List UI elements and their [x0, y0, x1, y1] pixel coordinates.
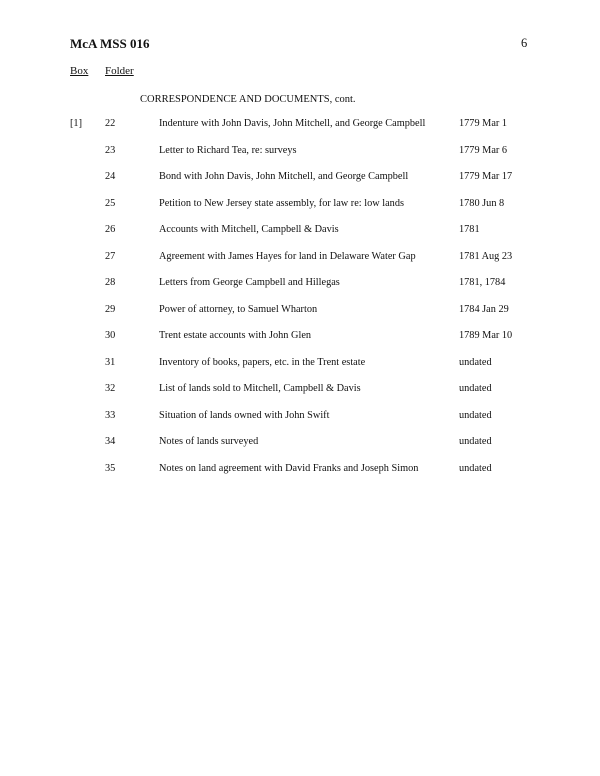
folder-number: 27 — [105, 250, 116, 262]
folder-description: Notes of lands surveyed — [159, 436, 259, 447]
section-title: CORRESPONDENCE AND DOCUMENTS, cont. — [140, 94, 356, 105]
list-item — [0, 118, 600, 145]
folder-number: 33 — [105, 409, 116, 421]
folder-date: 1779 Mar 17 — [459, 171, 513, 182]
list-item — [0, 277, 600, 304]
folder-date: 1784 Jan 29 — [459, 303, 509, 315]
folder-date: undated — [459, 356, 492, 368]
folder-description: Bond with John Davis, John Mitchell, and George Campbell — [159, 171, 409, 182]
folder-number: 24 — [105, 171, 116, 182]
list-item — [0, 410, 600, 437]
list-item — [0, 436, 600, 463]
collection-id: McA MSS 016 — [70, 36, 150, 51]
folder-description: Situation of lands owned with John Swift — [159, 409, 330, 421]
folder-description: Indenture with John Davis, John Mitchell, and George Campbell — [159, 118, 426, 129]
folder-description: Notes on land agreement with David Franks and Joseph Simon — [159, 462, 419, 474]
list-item — [0, 145, 600, 172]
folder-number: 28 — [105, 277, 116, 288]
folder-description: List of lands sold to Mitchell, Campbell & Davis — [159, 383, 361, 394]
folder-date: 1779 Mar 6 — [459, 144, 508, 156]
folder-date: 1781, 1784 — [459, 277, 506, 288]
folder-number: 35 — [105, 462, 116, 474]
folder-number: 25 — [105, 197, 116, 209]
folder-number: 26 — [105, 224, 116, 235]
folder-list — [0, 118, 600, 489]
column-header-folder: Folder — [105, 65, 134, 77]
page-number: 6 — [521, 36, 528, 50]
list-item — [0, 251, 600, 278]
folder-date: undated — [459, 436, 492, 447]
folder-number: 22 — [105, 118, 116, 129]
folder-description: Petition to New Jersey state assembly, for law re: low lands — [159, 197, 404, 209]
folder-number: 32 — [105, 383, 116, 394]
folder-date: 1781 — [459, 224, 480, 235]
folder-date: undated — [459, 409, 492, 421]
list-item — [0, 463, 600, 490]
box-number: [1] — [70, 118, 83, 129]
folder-description: Letter to Richard Tea, re: surveys — [159, 144, 297, 156]
folder-number: 34 — [105, 436, 116, 447]
folder-description: Letters from George Campbell and Hillegas — [159, 277, 340, 288]
folder-date: undated — [459, 462, 492, 474]
list-item — [0, 224, 600, 251]
list-item — [0, 304, 600, 331]
folder-description: Trent estate accounts with John Glen — [159, 330, 312, 341]
folder-date: 1780 Jun 8 — [459, 197, 505, 209]
folder-description: Agreement with James Hayes for land in Delaware Water Gap — [159, 250, 416, 262]
folder-date: 1789 Mar 10 — [459, 330, 513, 341]
folder-number: 23 — [105, 144, 116, 156]
list-item — [0, 330, 600, 357]
folder-date: 1779 Mar 1 — [459, 118, 508, 129]
folder-description: Inventory of books, papers, etc. in the Trent estate — [159, 356, 366, 368]
column-header-box: Box — [70, 65, 89, 77]
folder-date: undated — [459, 383, 492, 394]
folder-description: Accounts with Mitchell, Campbell & Davis — [159, 224, 339, 235]
folder-number: 30 — [105, 330, 116, 341]
folder-number: 29 — [105, 303, 116, 315]
folder-number: 31 — [105, 356, 116, 368]
folder-date: 1781 Aug 23 — [459, 250, 513, 262]
list-item — [0, 171, 600, 198]
list-item — [0, 198, 600, 225]
folder-description: Power of attorney, to Samuel Wharton — [159, 303, 318, 315]
list-item — [0, 357, 600, 384]
list-item — [0, 383, 600, 410]
